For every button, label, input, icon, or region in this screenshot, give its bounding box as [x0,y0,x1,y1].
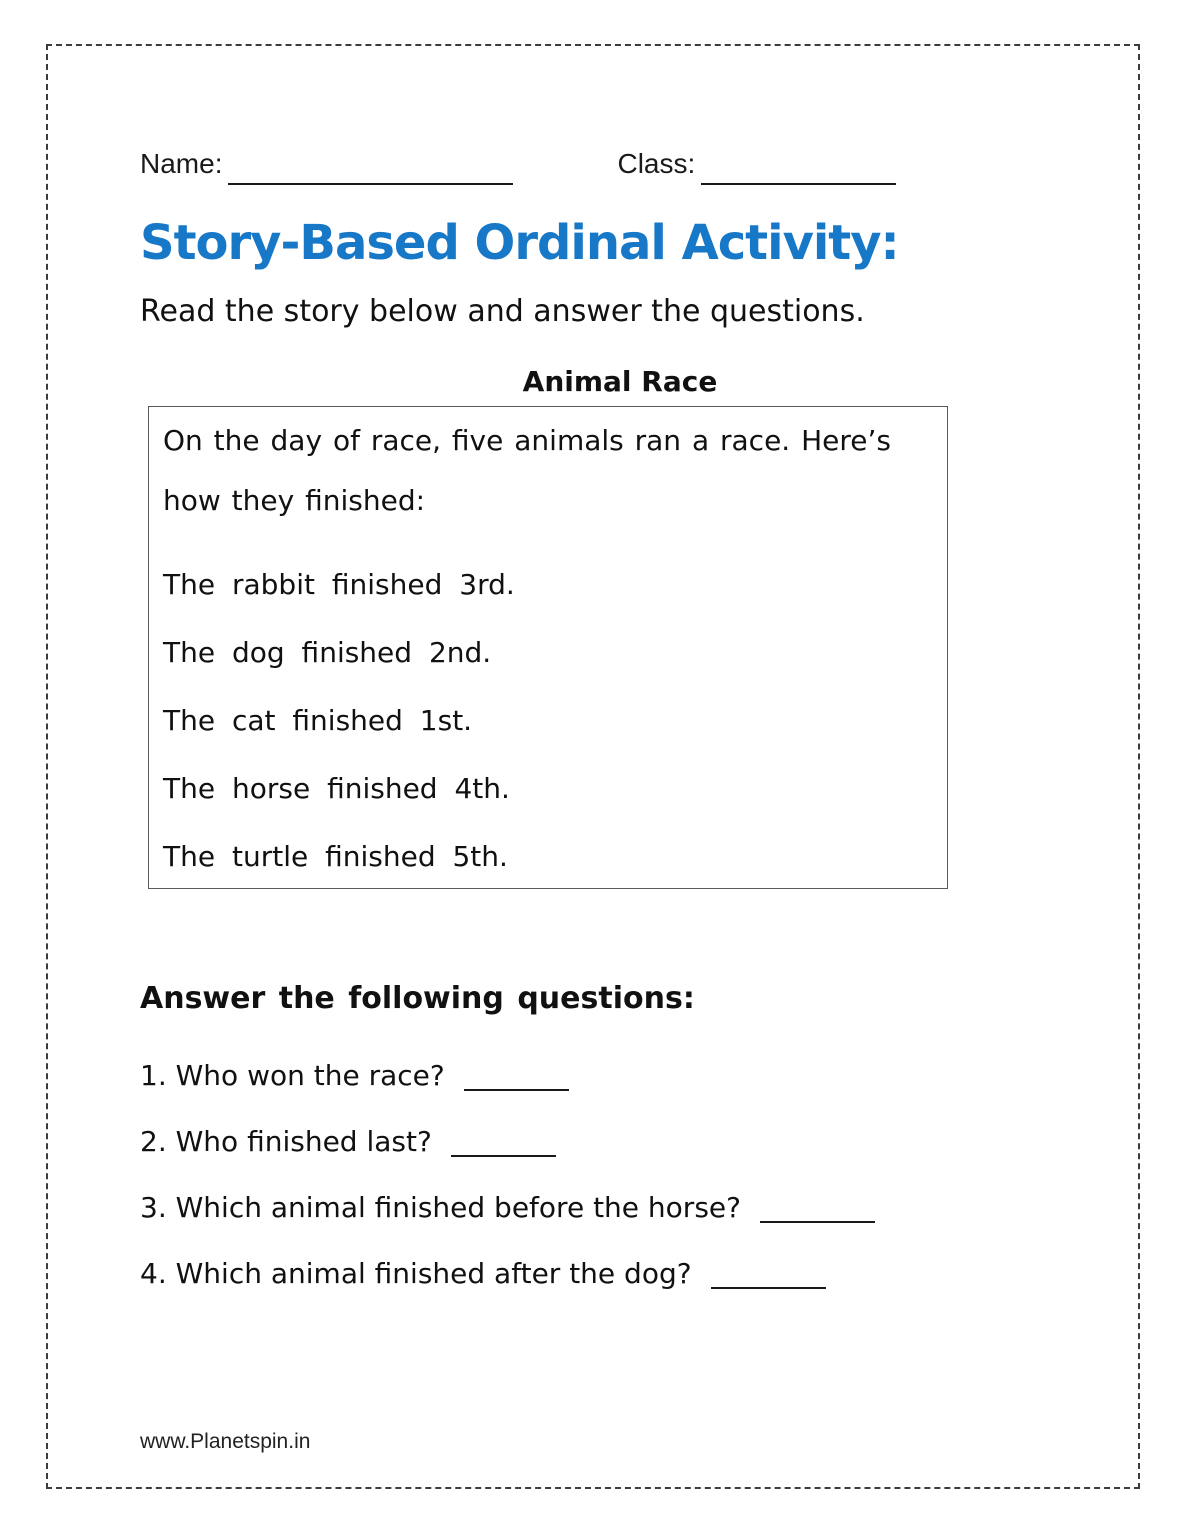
story-result-cat: The cat finished 1st. [163,704,473,737]
question-row-2 [140,1122,1050,1162]
name-class-row [140,140,1050,180]
story-intro-line-2: how they finished: [163,484,426,517]
story-result-horse: The horse finished 4th. [163,772,510,805]
page-title: Story-Based Ordinal Activity: [140,215,899,271]
class-blank[interactable] [701,155,896,185]
question-1-label: 1. Who won the race? [140,1059,445,1092]
question-row-4 [140,1254,1050,1294]
page-subtitle: Read the story below and answer the questions. [140,294,865,329]
worksheet-content [140,140,1050,1320]
name-blank[interactable] [228,155,513,185]
story-box [148,406,948,889]
name-label: Name: [140,148,223,179]
question-4-answer-blank[interactable] [711,1263,826,1289]
question-1-answer-blank[interactable] [464,1065,569,1091]
story-result-rabbit: The rabbit finished 3rd. [163,568,515,601]
questions-heading: Answer the following questions: [140,981,695,1016]
story-intro-line-1: On the day of race, five animals ran a race. Here’s [163,424,891,457]
question-4-label: 4. Which animal finished after the dog? [140,1257,692,1290]
question-2-answer-blank[interactable] [451,1131,556,1157]
question-row-3 [140,1188,1050,1228]
question-3-answer-blank[interactable] [760,1197,875,1223]
story-result-dog: The dog finished 2nd. [163,636,492,669]
question-2-label: 2. Who finished last? [140,1125,432,1158]
story-result-turtle: The turtle finished 5th. [163,840,508,873]
questions-list [140,1056,1050,1294]
question-row-1 [140,1056,1050,1096]
footer-url: www.Planetspin.in [140,1430,311,1453]
class-label: Class: [617,148,696,179]
story-heading: Animal Race [522,365,718,398]
question-3-label: 3. Which animal finished before the horse? [140,1191,741,1224]
